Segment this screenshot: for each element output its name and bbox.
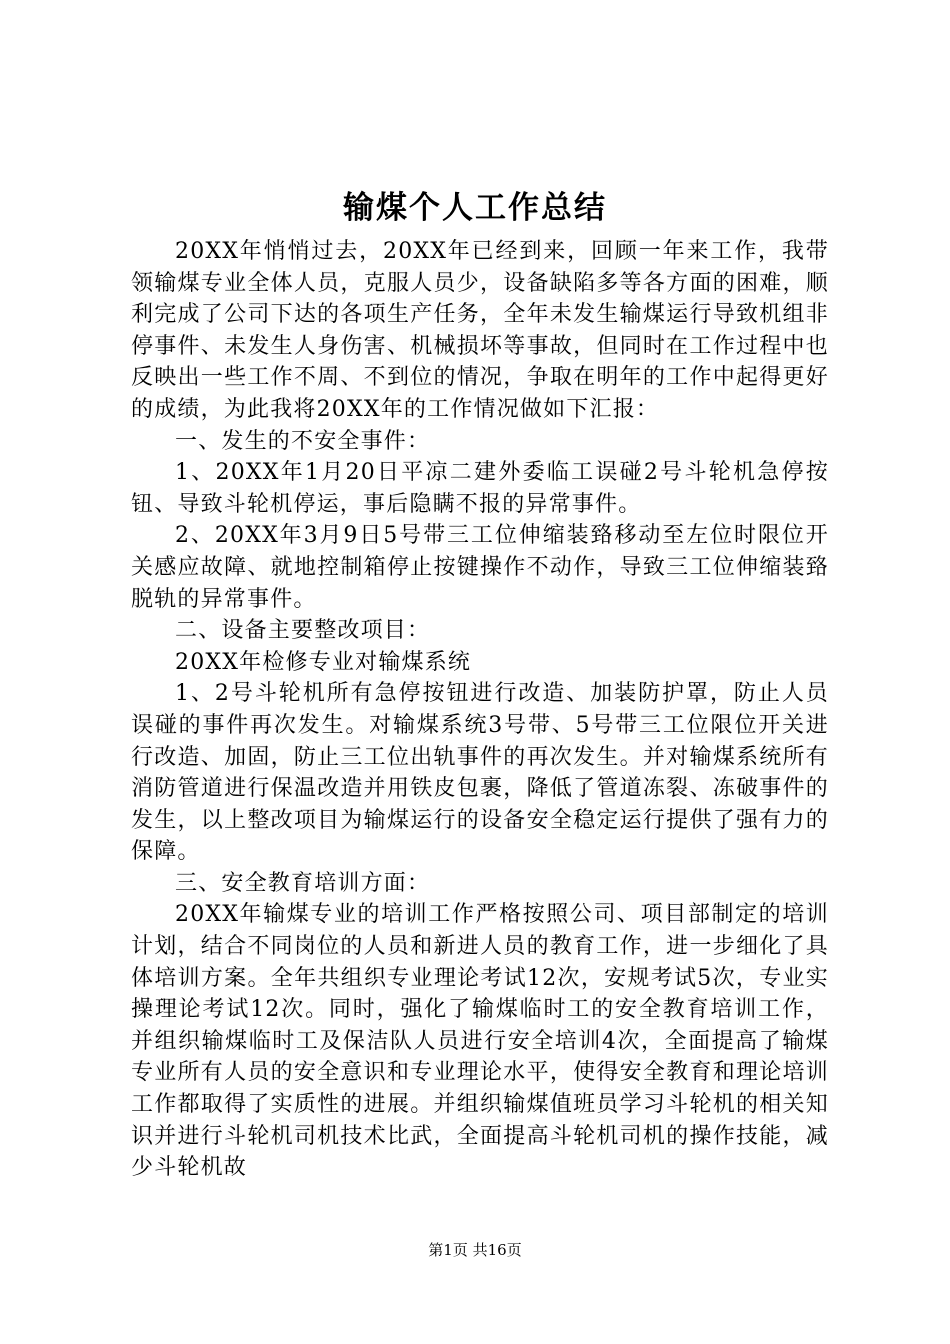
document-title: 输煤个人工作总结 — [343, 190, 607, 226]
section-heading-safety-training: 三、安全教育培训方面： — [175, 870, 431, 896]
paragraph-rectification-items: 1、2号斗轮机所有急停按钮进行改造、加装防护罩，防止人员误碰的事件再次发生。对输煤系统3号带、5号带三工位限位开关进行改造、加固，防止三工位出轨事件的再次发生。并对输煤系统所有消防管道进行保温改造并用铁皮包裹，降低了管道冻裂、冻破事件的发生，以上整改项目为输煤运行的设备安全稳定运行提供了强有力的保障。 — [131, 681, 829, 865]
paragraph-event-1: 1、20XX年1月20日平凉二建外委临工误碰2号斗轮机急停按钮、导致斗轮机停运，事后隐瞒不报的异常事件。 — [131, 460, 829, 517]
paragraph-maintenance-intro: 20XX年检修专业对输煤系统 — [175, 649, 472, 675]
page-indicator: 第1页 共16页 — [428, 1241, 522, 1259]
section-heading-equipment-rectification: 二、设备主要整改项目： — [175, 618, 431, 644]
page-footer — [0, 1239, 950, 1261]
paragraph-intro: 20XX年悄悄过去，20XX年已经到来，回顾一年来工作，我带领输煤专业全体人员，克服人员少，设备缺陷多等各方面的困难，顺利完成了公司下达的各项生产任务，全年未发生输煤运行导致机组非停事件、未发生人身伤害、机械损坏等事故，但同时在工作过程中也反映出一些工作不周、不到位的情况，争取在明年的工作中起得更好的成绩，为此我将20XX年的工作情况做如下汇报： — [131, 239, 829, 422]
document-body — [131, 236, 829, 1184]
section-heading-unsafe-events: 一、发生的不安全事件： — [175, 428, 431, 454]
paragraph-training: 20XX年输煤专业的培训工作严格按照公司、项目部制定的培训计划，结合不同岗位的人员和新进人员的教育工作，进一步细化了具体培训方案。全年共组织专业理论考试12次，安规考试5次，专业实操理论考试12次。同时，强化了输煤临时工的安全教育培训工作，并组织输煤临时工及保洁队人员进行安全培训4次，全面提高了输煤专业所有人员的安全意识和专业理论水平，使得安全教育和理论培训工作都取得了实质性的进展。并组织输煤值班员学习斗轮机的相关知识并进行斗轮机司机技术比武，全面提高斗轮机司机的操作技能，减少斗轮机故 — [131, 902, 829, 1181]
paragraph-event-2: 2、20XX年3月9日5号带三工位伸缩装臵移动至左位时限位开关感应故障、就地控制箱停止按键操作不动作，导致三工位伸缩装臵脱轨的异常事件。 — [131, 523, 829, 612]
